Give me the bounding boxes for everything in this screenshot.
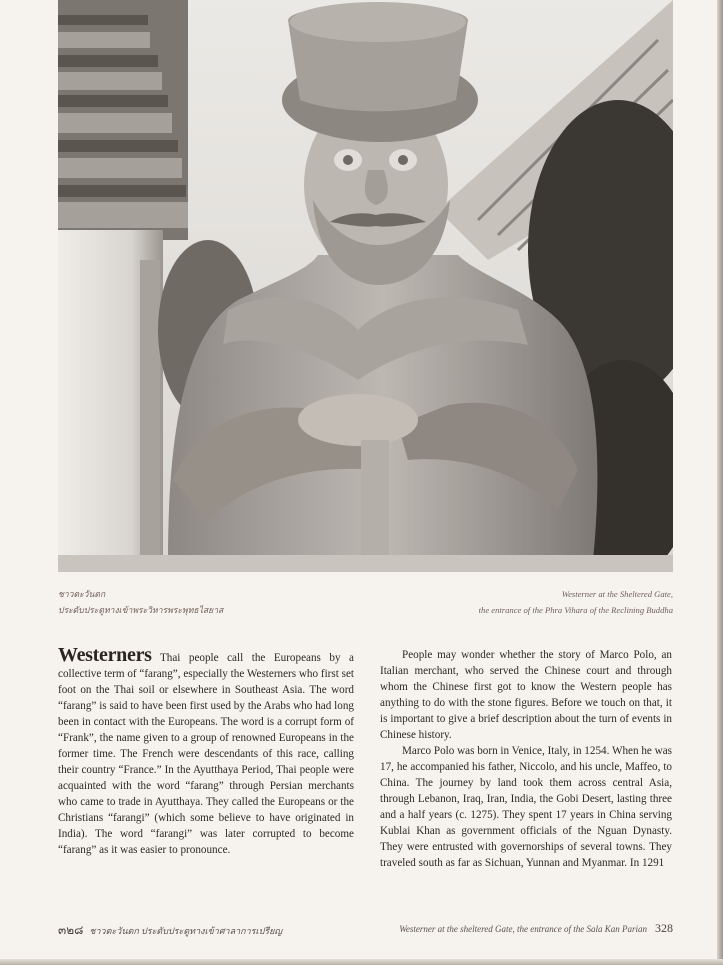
statue-photo (58, 0, 673, 572)
article-right-column (380, 647, 672, 871)
right-paragraph-2: Marco Polo was born in Venice, Italy, in 1254. When he was 17, he accompanied his father, Niccolo, and his uncle, Maffeo, to China. The journey by land took them across central Asia, through Lebanon, Iraq, Iran, India, the Gobi Desert, lasting three and a half years (c. 1275). They spent 17 years in China serving Kublai Khan as government officials of the Nguan Dynasty. They were entrusted with governorships of several towns. They traveled south as far as Sichuan, Yunnan and Myanmar. In 1291 (380, 745, 672, 869)
thai-caption-line-2: ประดับประตูทางเข้าพระวิหารพระพุทธไสยาส (58, 605, 224, 615)
thai-caption-line-1: ชาวตะวันตก (58, 589, 106, 599)
article-left-column (58, 644, 354, 858)
thai-caption (58, 586, 318, 618)
thai-page-number: ๓๒๘ (58, 923, 84, 937)
right-paragraph-1: People may wonder whether the story of Marco Polo, an Italian merchant, who served the Chinese court and through whom the Chinese first got to know the Western people has anything to do with the stone figures. Before we touch on that, it is important to give a brief description about the turn of events in Chinese history. (380, 649, 672, 741)
english-caption-line-2: the entrance of the Phra Vihara of the Reclining Buddha (478, 605, 673, 615)
footer-left-text: ชาวตะวันตก ประดับประตูทางเข้าศาลาการเปรียญ (89, 926, 283, 936)
left-column-text: Thai people call the Europeans by a collective term of “farang”, especially the Westerners who first set foot on the Thai soil or elsewhere in Southeast Asia. The word “farang” is said to have been first used by the Arabs who had long been in contact with the Europeans. The word is a corrupt form of “Frank”, the name given to a group of renowned Europeans in the former time. The French were descendants of this race, calling their country “France.” In the Ayutthaya Period, Thai people were acquainted with the word “farang” through Persian merchants who came to trade in Ayutthaya. They called the Europeans or the Christians “farangi” (which some believe to have originated in India). The word “farangi” was later corrupted to become “farang” as it was easier to pronounce. (58, 652, 354, 856)
footer-right (399, 921, 673, 936)
page-number: 328 (655, 921, 673, 935)
english-caption (373, 586, 673, 618)
footer-right-text: Westerner at the sheltered Gate, the entrance of the Sala Kan Parian (399, 924, 647, 934)
article-paragraph (58, 644, 354, 858)
english-caption-line-1: Westerner at the Sheltered Gate, (561, 589, 673, 599)
page-bottom-edge (0, 959, 723, 965)
page-edge-shadow (717, 0, 723, 965)
footer-left (58, 921, 282, 940)
lead-heading: Westerners (58, 644, 152, 666)
